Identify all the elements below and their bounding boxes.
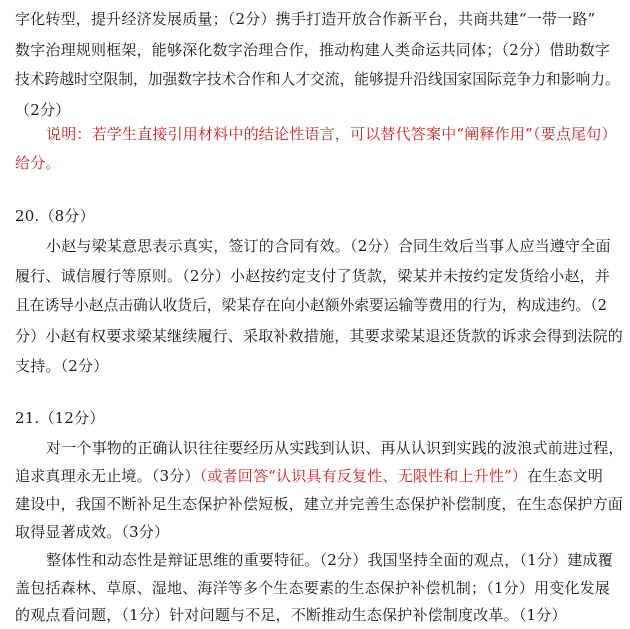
text-line: 小赵与梁某意思表示真实，签订的合同有效。（2分）合同生效后当事人应当遵守全面	[46, 237, 611, 255]
text-line: 且在诱导小赵点击确认收货后，梁某存在向小赵额外索要运输等费用的行为，构成违约。（2	[15, 297, 608, 314]
text-line: 技术跨越时空限制，加强数字技术合作和人才交流，能够提升沿线国家国际竞争力和影响力。	[15, 71, 620, 88]
text-line: （2分）	[15, 101, 71, 119]
text-line: 的观点看问题，（1分）针对问题与不足，不断推动生态保护补偿制度改革。（1分）	[15, 606, 567, 624]
text-line: 对一个事物的正确认识往往要经历从实践到认识、再从认识到实践的波浪式前进过程，	[46, 439, 624, 457]
alt-answer-note: （或者回答“认识具有反复性、无限性和上升性”）	[199, 467, 528, 485]
text-line: 整体性和动态性是辩证思维的重要特征。（2分）我国坚持全面的观点，（1分）建成覆	[46, 551, 613, 569]
text-line: 字化转型，提升经济发展质量；（2分）携手打造开放合作新平台，共商共建“一带一路”	[15, 10, 596, 28]
question-heading: 20.（8分）	[15, 207, 95, 225]
question-heading: 21.（12分）	[15, 409, 105, 427]
note-line: 说明：若学生直接引用材料中的结论性语言，可以替代答案中“阐释作用”（要点尾句）	[46, 125, 617, 143]
text-line: 数字治理规则框架，能够深化数字治理合作，推动构建人类命运共同体；（2分）借助数字	[15, 41, 611, 59]
note-line: 给分。	[15, 154, 61, 172]
text-line: 建设中，我国不断补足生态保护补偿短板，建立并完善生态保护补偿制度，在生态保护方面	[15, 495, 624, 513]
text-line: 分）小赵有权要求梁某继续履行、采取补救措施，其要求梁某退还货款的诉求会得到法院的	[15, 327, 624, 345]
text-line: 盖包括森林、草原、湿地、海洋等多个生态要素的生态保护补偿机制；（1分）用变化发展	[15, 579, 611, 597]
text-segment: 在生态文明	[527, 467, 604, 485]
text-line-mixed	[15, 466, 603, 486]
text-line: 支持。（2分）	[15, 357, 109, 375]
text-line: 取得显著成效。（3分）	[15, 523, 170, 541]
text-segment: 追求真理永无止境。（3分）	[15, 467, 200, 485]
text-line: 履行、诚信履行等原则。（2分）小赵按约定支付了货款，梁某并未按约定发货给小赵，并	[15, 267, 611, 285]
